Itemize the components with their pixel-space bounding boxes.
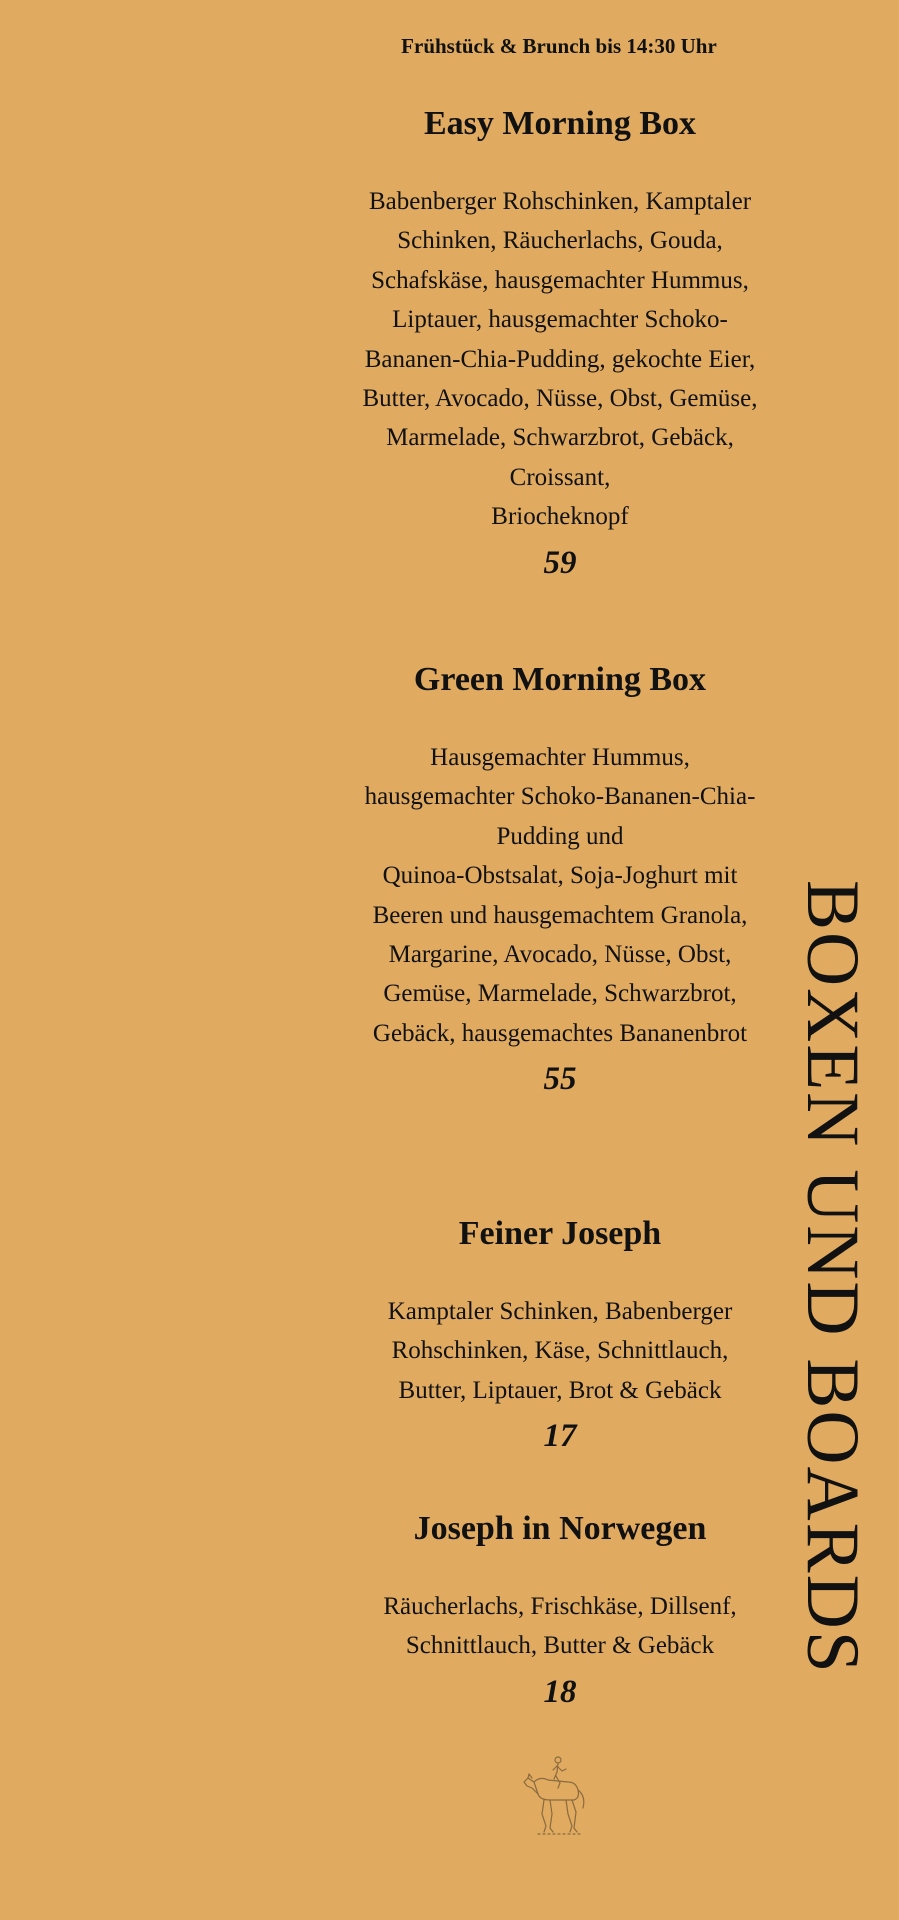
item-title: Easy Morning Box [423, 105, 697, 142]
menu-subtitle: Frühstück & Brunch bis 14:30 Uhr [401, 34, 717, 58]
horse-rider-logo-icon [520, 1752, 590, 1838]
menu-item-joseph-in-norwegen [340, 1509, 780, 1712]
menu-item-easy-morning-box [340, 104, 780, 583]
item-price: 18 [543, 1673, 577, 1710]
item-title: Feiner Joseph [458, 1215, 662, 1252]
menu-item-green-morning-box [340, 660, 780, 1099]
item-title: Joseph in Norwegen [413, 1510, 707, 1547]
item-price: 59 [543, 544, 577, 581]
item-price: 17 [543, 1418, 577, 1455]
section-title-text: BOXEN UND BOARDS [790, 880, 874, 1675]
item-price: 55 [543, 1061, 577, 1098]
section-title-vertical [790, 880, 885, 1840]
item-description: Hausgemachter Hummus, hausgemachter Schoko-Bananen-Chia- Pudding und Quinoa-Obstsalat, Soja-Joghurt mit Beeren und hausgemachtem Granola, Margarine, Avocado, Nüsse, Obst, Gemüse, Marmelade, Schwarzbrot, Gebäck, hausgemachtes Bananenbrot [364, 744, 756, 1047]
item-description: Babenberger Rohschinken, Kamptaler Schinken, Räucherlachs, Gouda, Schafskäse, hausgemachter Hummus, Liptauer, hausgemachter Schoko- Bananen-Chia-Pudding, gekochte Eier, Butter, Avocado, Nüsse, Obst, Gemüse, Marmelade, Schwarzbrot, Gebäck, Croissant, Briocheknopf [362, 188, 758, 531]
item-description: Räucherlachs, Frischkäse, Dillsenf, Schnittlauch, Butter & Gebäck [383, 1593, 737, 1660]
item-description: Kamptaler Schinken, Babenberger Rohschinken, Käse, Schnittlauch, Butter, Liptauer, Brot & Gebäck [387, 1298, 733, 1404]
menu-item-feiner-joseph [340, 1214, 780, 1456]
item-title: Green Morning Box [413, 661, 707, 698]
